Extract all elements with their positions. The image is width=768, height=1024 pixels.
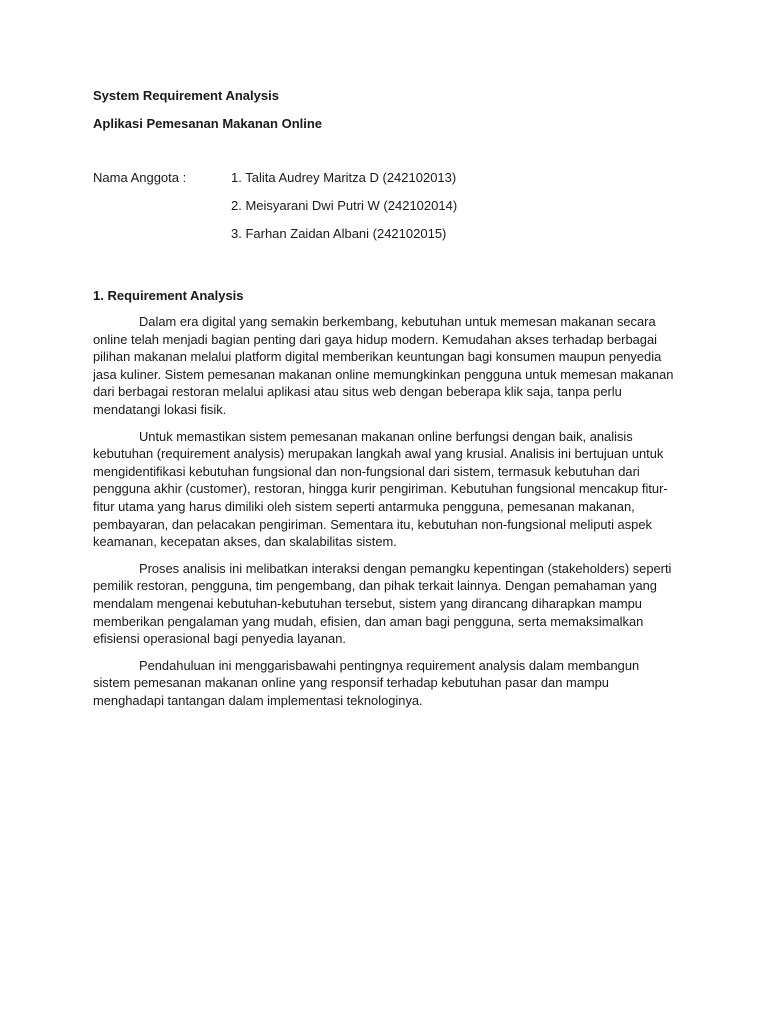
member-item: 2. Meisyarani Dwi Putri W (242102014) [231, 198, 458, 213]
members-label: Nama Anggota : [93, 170, 187, 185]
member-item: 1. Talita Audrey Maritza D (242102013) [231, 170, 457, 185]
member-item: 3. Farhan Zaidan Albani (242102015) [231, 226, 447, 241]
section-heading: 1. Requirement Analysis [93, 288, 244, 303]
paragraph: Proses analisis ini melibatkan interaksi dengan pemangku kepentingan (stakeholders) seperti pemilik restoran, pengguna, tim pengembang, dan pihak terkait lainnya. Dengan pemahaman yang mendalam mengenai kebutuhan-kebutuhan tersebut, sistem yang dirancang diharapkan mampu memberikan pengalaman yang mudah, efisien, dan aman bagi pengguna, serta memaksimalkan efisiensi operasional bagi penyedia layanan. [93, 560, 672, 647]
document-title: System Requirement Analysis [93, 88, 279, 103]
paragraph: Pendahuluan ini menggarisbawahi pentingnya requirement analysis dalam membangun sistem pemesanan makanan online yang responsif terhadap kebutuhan pasar dan mampu menghadapi tantangan dalam implementasi teknologinya. [93, 657, 640, 708]
paragraph: Dalam era digital yang semakin berkembang, kebutuhan untuk memesan makanan secara online telah menjadi bagian penting dari gaya hidup modern. Kemudahan akses terhadap berbagai pilihan makanan melalui platform digital memberikan keuntungan bagi konsumen maupun penyedia jasa kuliner. Sistem pemesanan makanan online memungkinkan pengguna untuk memesan makanan dari berbagai restoran melalui aplikasi atau situs web dengan beberapa klik saja, tanpa perlu mendatangi lokasi fisik. [93, 314, 674, 417]
paragraph: Untuk memastikan sistem pemesanan makanan online berfungsi dengan baik, analisis kebutuhan (requirement analysis) merupakan langkah awal yang krusial. Analisis ini bertujuan untuk mengidentifikasi kebutuhan fungsional dan non-fungsional dari sistem, termasuk kebutuhan dari pengguna akhir (customer), restoran, hingga kurir pengiriman. Kebutuhan fungsional mencakup fitur-fitur utama yang harus dimiliki oleh sistem seperti antarmuka pengguna, pemesanan makanan, pembayaran, dan pelacakan pengiriman. Sementara itu, kebutuhan non-fungsional meliputi aspek keamanan, kecepatan akses, dan skalabilitas sistem. [93, 428, 668, 550]
section-body [93, 313, 676, 718]
document-subtitle: Aplikasi Pemesanan Makanan Online [93, 116, 323, 131]
